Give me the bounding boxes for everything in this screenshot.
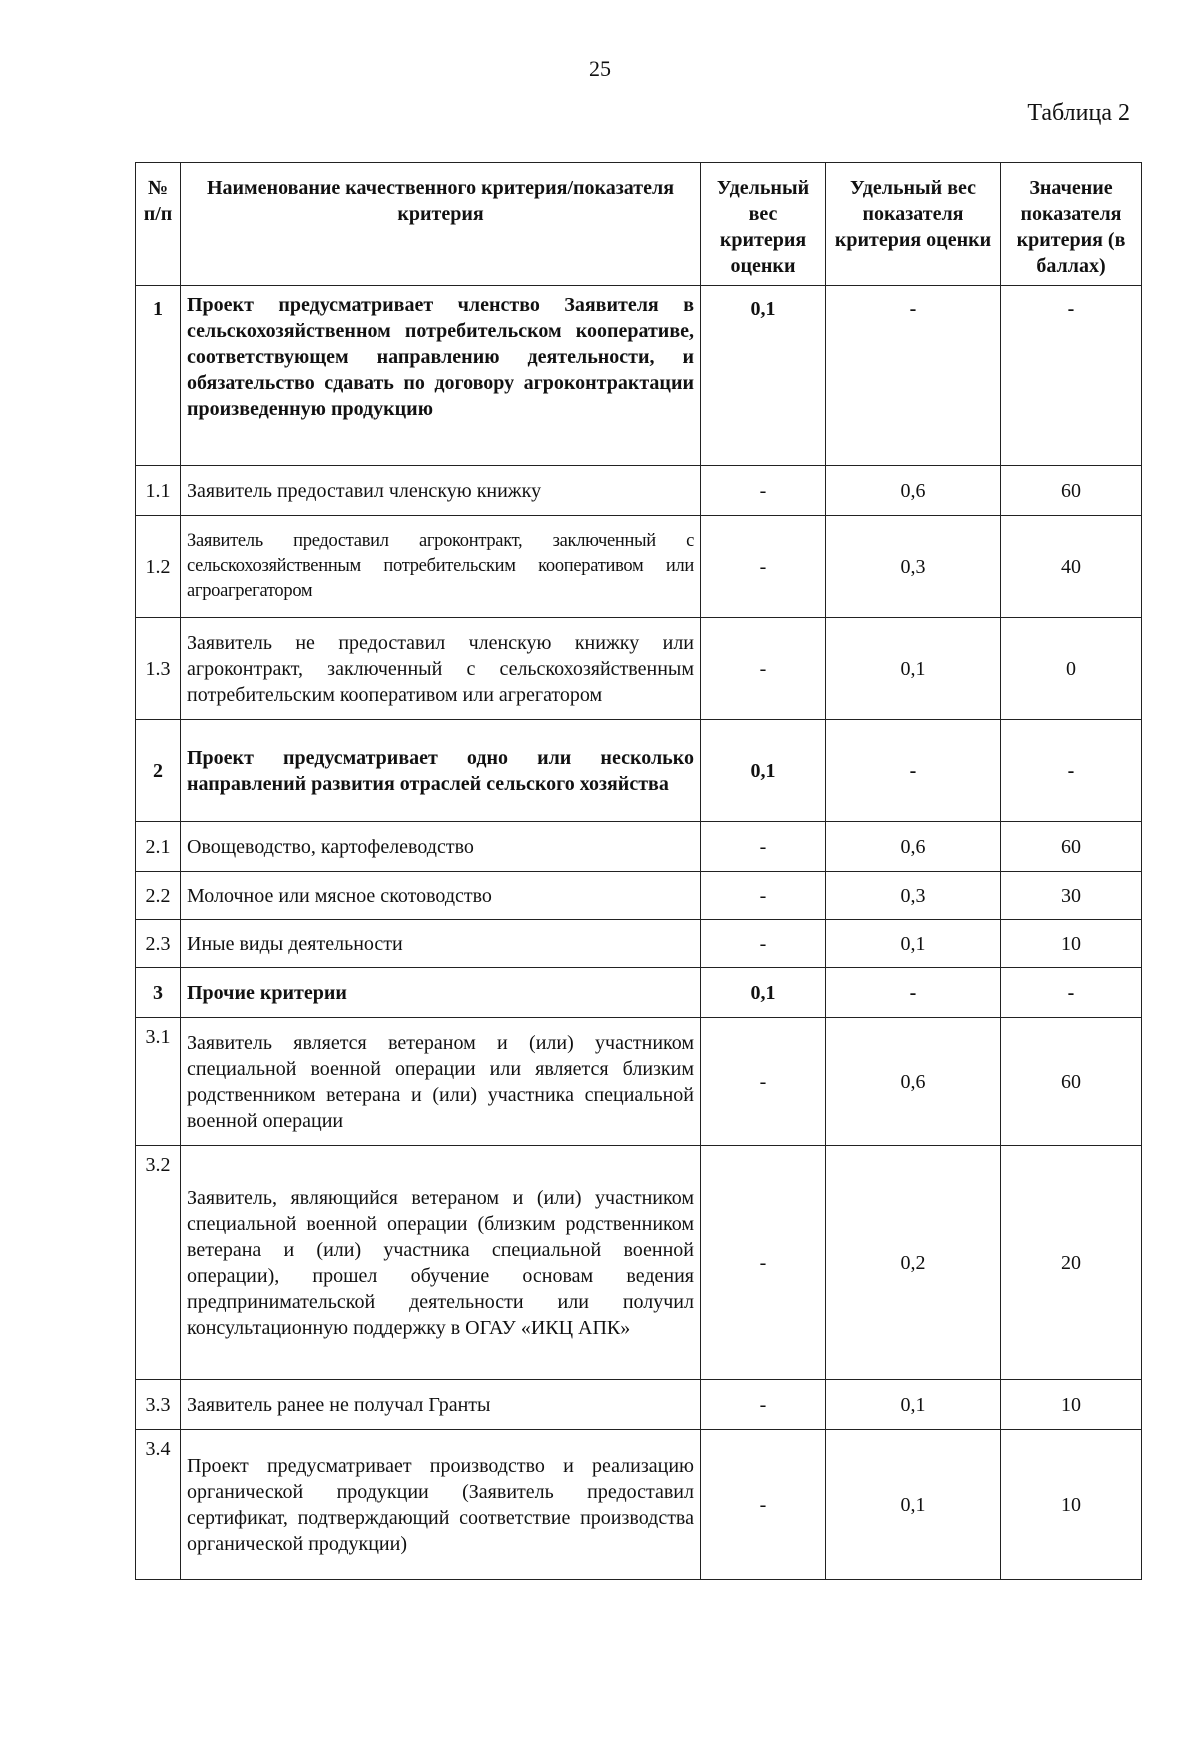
- row-value: -: [1001, 286, 1142, 466]
- row-num: 3.1: [136, 1018, 181, 1146]
- row-weight-indicator: 0,6: [826, 1018, 1001, 1146]
- row-weight-indicator: 0,1: [826, 1430, 1001, 1580]
- row-weight-criterion: 0,1: [701, 720, 826, 822]
- row-num: 3.3: [136, 1380, 181, 1430]
- row-weight-indicator: 0,1: [826, 618, 1001, 720]
- row-weight-criterion: -: [701, 1146, 826, 1380]
- row-weight-indicator: -: [826, 968, 1001, 1018]
- row-value: 0: [1001, 618, 1142, 720]
- row-weight-indicator: -: [826, 720, 1001, 822]
- row-weight-criterion: -: [701, 1018, 826, 1146]
- row-num: 3.2: [136, 1146, 181, 1380]
- row-value: 60: [1001, 1018, 1142, 1146]
- row-name: Овощеводство, картофелеводство: [181, 822, 701, 872]
- table-row: [136, 466, 1142, 516]
- row-weight-criterion: -: [701, 466, 826, 516]
- row-name: Заявитель предоставил агроконтракт, заключенный с сельскохозяйственным потребительским кооперативом или агроагрегатором: [181, 516, 701, 618]
- header-name: Наименование качественного критерия/показателя критерия: [181, 163, 701, 286]
- row-num: 1.1: [136, 466, 181, 516]
- row-weight-criterion: -: [701, 920, 826, 968]
- page-number: 25: [589, 56, 611, 81]
- row-value: 10: [1001, 1380, 1142, 1430]
- table-row: [136, 872, 1142, 920]
- row-num: 3: [136, 968, 181, 1018]
- row-weight-criterion: -: [701, 1430, 826, 1580]
- header-num: № п/п: [136, 163, 181, 286]
- row-weight-indicator: 0,3: [826, 516, 1001, 618]
- row-weight-criterion: 0,1: [701, 286, 826, 466]
- table-row: [136, 720, 1142, 822]
- table-row: [136, 618, 1142, 720]
- criteria-table: [135, 162, 1142, 1580]
- table-row: [136, 822, 1142, 872]
- row-num: 1: [136, 286, 181, 466]
- table-row: [136, 1146, 1142, 1380]
- row-value: 10: [1001, 1430, 1142, 1580]
- row-weight-criterion: -: [701, 516, 826, 618]
- row-weight-criterion: -: [701, 872, 826, 920]
- table-row: [136, 1018, 1142, 1146]
- table-row: [136, 920, 1142, 968]
- row-value: 60: [1001, 822, 1142, 872]
- row-value: -: [1001, 720, 1142, 822]
- row-num: 1.2: [136, 516, 181, 618]
- row-value: 10: [1001, 920, 1142, 968]
- table-row: [136, 286, 1142, 466]
- row-weight-indicator: 0,3: [826, 872, 1001, 920]
- header-weight-indicator: Удельный вес показателя критерия оценки: [826, 163, 1001, 286]
- row-num: 2: [136, 720, 181, 822]
- row-num: 3.4: [136, 1430, 181, 1580]
- header-weight-criterion: Удельный вес критерия оценки: [701, 163, 826, 286]
- row-name: Молочное или мясное скотоводство: [181, 872, 701, 920]
- row-weight-indicator: 0,2: [826, 1146, 1001, 1380]
- row-name: Проект предусматривает производство и реализацию органической продукции (Заявитель предоставил сертификат, подтверждающий соответствие производства органической продукции): [181, 1430, 701, 1580]
- row-weight-indicator: 0,6: [826, 822, 1001, 872]
- row-name: Заявитель является ветераном и (или) участником специальной военной операции или является близким родственником ветерана и (или) участника специальной военной операции: [181, 1018, 701, 1146]
- row-value: 40: [1001, 516, 1142, 618]
- row-name: Заявитель, являющийся ветераном и (или) участником специальной военной операции (близким родственником ветерана и (или) участника специальной военной операции), прошел обучение основам ведения предпринимательской деятельности или получил консультационную поддержку в ОГАУ «ИКЦ АПК»: [181, 1146, 701, 1380]
- row-num: 2.1: [136, 822, 181, 872]
- row-weight-criterion: -: [701, 822, 826, 872]
- row-num: 1.3: [136, 618, 181, 720]
- row-weight-indicator: 0,1: [826, 1380, 1001, 1430]
- row-num: 2.3: [136, 920, 181, 968]
- row-name: Проект предусматривает одно или несколько направлений развития отраслей сельского хозяйства: [181, 720, 701, 822]
- table-row: [136, 1430, 1142, 1580]
- row-name: Проект предусматривает членство Заявителя в сельскохозяйственном потребительском кооперативе, соответствующем направлению деятельности, и обязательство сдавать по договору агроконтрактации произведенную продукцию: [181, 286, 701, 466]
- table-row: [136, 968, 1142, 1018]
- table-caption: Таблица 2: [1027, 100, 1130, 126]
- row-value: -: [1001, 968, 1142, 1018]
- row-weight-indicator: -: [826, 286, 1001, 466]
- row-name: Заявитель ранее не получал Гранты: [181, 1380, 701, 1430]
- table-header-row: [136, 163, 1142, 286]
- row-weight-criterion: -: [701, 618, 826, 720]
- row-value: 30: [1001, 872, 1142, 920]
- row-num: 2.2: [136, 872, 181, 920]
- row-weight-indicator: 0,1: [826, 920, 1001, 968]
- row-name: Заявитель не предоставил членскую книжку или агроконтракт, заключенный с сельскохозяйственным потребительским кооперативом или агрегатором: [181, 618, 701, 720]
- table-row: [136, 516, 1142, 618]
- row-value: 20: [1001, 1146, 1142, 1380]
- row-name: Заявитель предоставил членскую книжку: [181, 466, 701, 516]
- row-weight-indicator: 0,6: [826, 466, 1001, 516]
- row-value: 60: [1001, 466, 1142, 516]
- row-name: Иные виды деятельности: [181, 920, 701, 968]
- row-name: Прочие критерии: [181, 968, 701, 1018]
- table-row: [136, 1380, 1142, 1430]
- header-value: Значение показателя критерия (в баллах): [1001, 163, 1142, 286]
- row-weight-criterion: -: [701, 1380, 826, 1430]
- row-weight-criterion: 0,1: [701, 968, 826, 1018]
